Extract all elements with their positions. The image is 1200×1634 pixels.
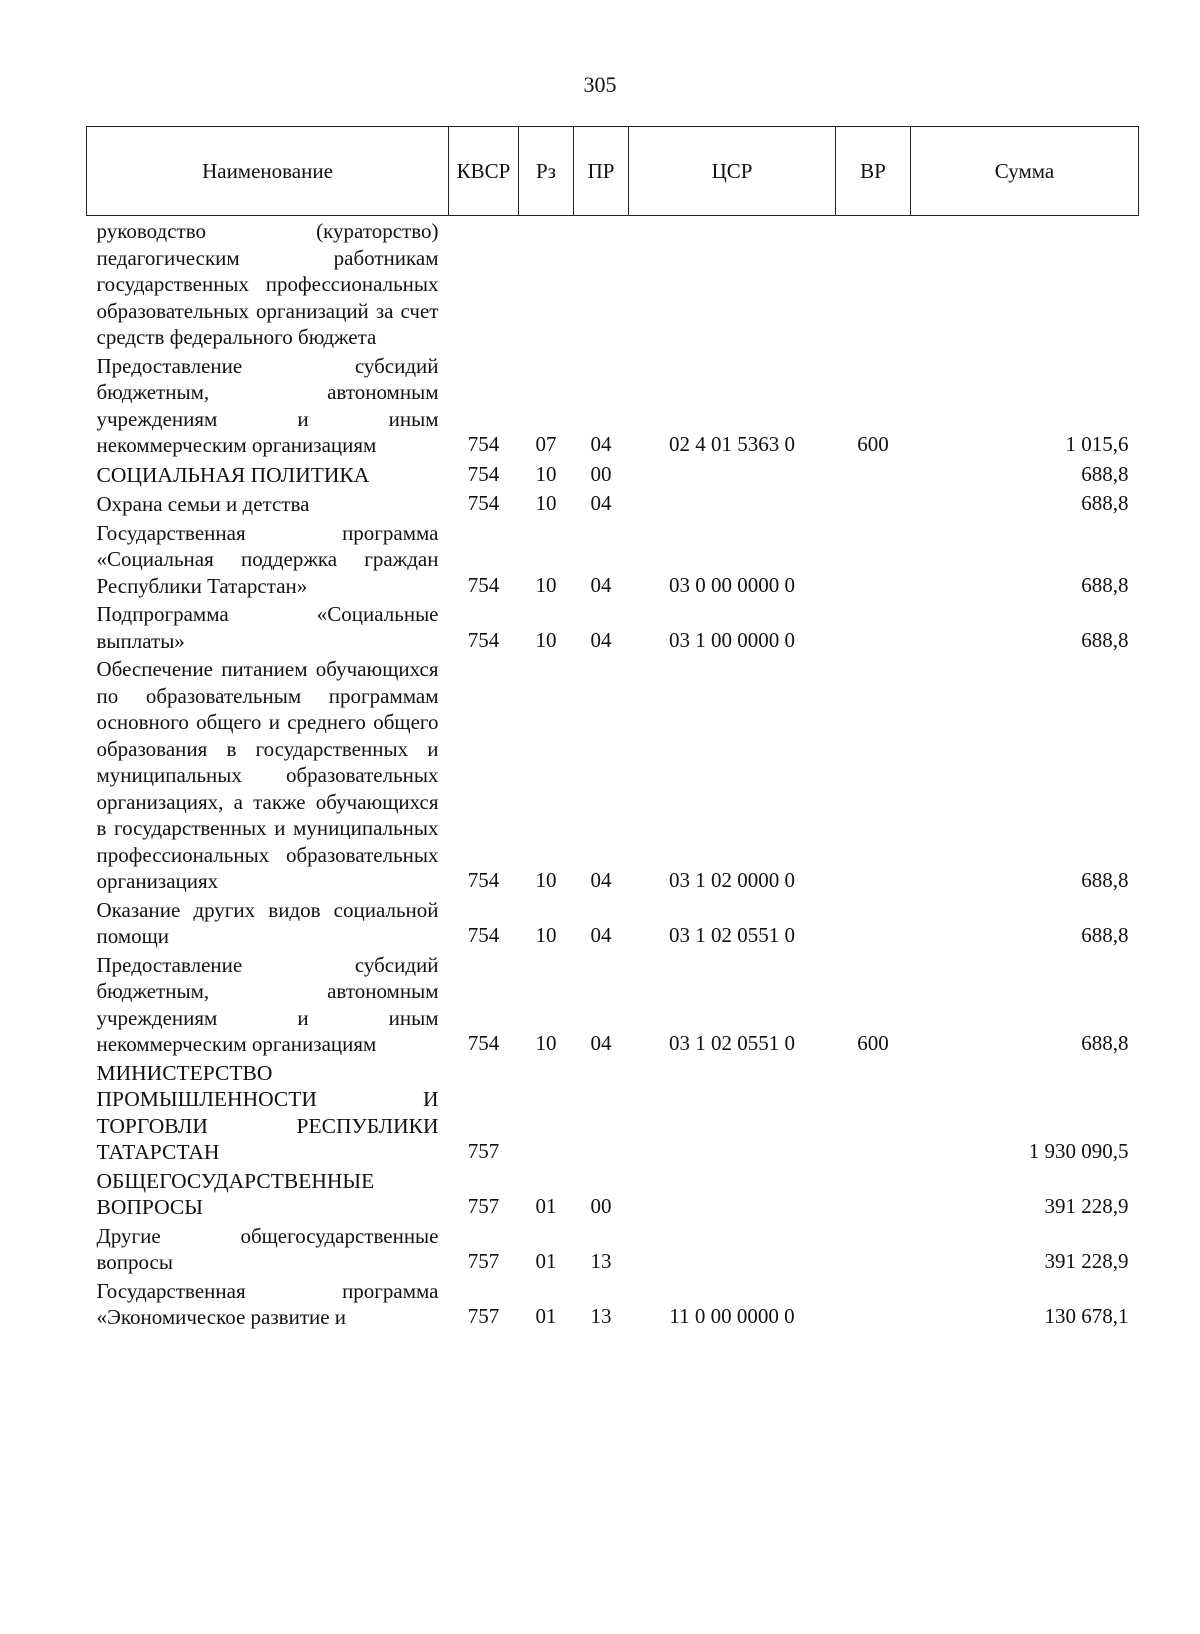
row-name: Предоставление субсидий бюджетным, автономным учреждениям и иным некоммерческим организациям [96,353,439,457]
row-pr [574,1058,629,1166]
row-sum: 688,8 [1081,923,1129,947]
row-pr: 04 [590,491,612,515]
header-rz: Рз [519,127,574,216]
row-kvsr: 757 [467,1249,500,1273]
header-csr: ЦСР [629,127,836,216]
row-vr: 600 [857,1031,889,1055]
row-sum: 391 228,9 [1044,1194,1129,1218]
header-vr: ВР [836,127,911,216]
row-rz: 10 [535,627,557,652]
table-row [87,1276,1139,1331]
row-name: МИНИСТЕРСТВО ПРОМЫШЛЕННОСТИ И ТОРГОВЛИ РЕСПУБЛИКИ ТАТАРСТАН [96,1060,439,1164]
row-vr [836,488,911,518]
row-name: Охрана семьи и детства [96,492,310,516]
row-kvsr: 754 [467,923,500,947]
row-sum: 688,8 [1081,572,1129,597]
row-sum: 1 015,6 [1065,432,1129,456]
row-name: Подпрограмма «Социальные выплаты» [96,602,439,653]
row-csr: 03 1 02 0000 0 [669,868,795,892]
row-rz [519,1058,574,1166]
row-sum: 1 930 090,5 [1028,1139,1129,1163]
row-kvsr: 754 [467,461,500,486]
row-vr [836,1058,911,1166]
row-kvsr: 757 [467,1194,500,1218]
table-row [87,599,1139,654]
row-name: Предоставление субсидий бюджетным, автономным учреждениям и иным некоммерческим организациям [96,952,439,1056]
row-pr: 04 [590,572,612,597]
row-pr: 00 [590,461,612,486]
row-rz: 10 [535,1031,557,1055]
row-kvsr [449,216,519,351]
header-sum: Сумма [911,127,1139,216]
row-pr: 04 [590,432,612,456]
table-row [87,1221,1139,1276]
row-sum: 391 228,9 [1044,1249,1129,1273]
row-vr [836,895,911,950]
row-csr [629,459,836,489]
row-kvsr: 754 [467,627,500,652]
row-vr [836,599,911,654]
row-sum: 688,8 [1081,1031,1129,1055]
header-kvsr: КВСР [449,127,519,216]
row-csr: 03 1 02 0551 0 [669,1031,795,1055]
table-row [87,895,1139,950]
table-row [87,1058,1139,1166]
row-csr [629,1221,836,1276]
row-name: Государственная программа «Социальная поддержка граждан Республики Татарстан» [96,520,439,598]
table-row [87,518,1139,600]
row-kvsr: 757 [467,1139,500,1163]
row-sum: 688,8 [1081,491,1129,515]
table-row [87,654,1139,895]
row-sum: 130 678,1 [1044,1304,1129,1328]
row-pr: 04 [590,923,612,947]
row-sum [911,216,1139,351]
row-pr: 13 [590,1249,612,1273]
row-pr [574,216,629,351]
row-vr [836,459,911,489]
row-pr: 00 [590,1194,612,1218]
row-name: Оказание других видов социальной помощи [96,897,439,948]
row-name: руководство (кураторство) педагогическим работникам государственных профессиональных образовательных организаций за счет средств федерального бюджета [96,219,439,349]
row-csr: 03 1 00 0000 0 [669,627,795,652]
row-rz: 01 [535,1194,557,1218]
table-header-row [87,127,1139,216]
row-rz [519,216,574,351]
row-csr: 03 0 00 0000 0 [669,572,795,597]
row-vr [836,1276,911,1331]
row-pr: 13 [590,1304,612,1328]
row-name: Государственная программа «Экономическое развитие и [96,1278,439,1329]
row-csr [629,488,836,518]
row-vr: 600 [857,432,889,456]
table-row [87,950,1139,1058]
table-row [87,216,1139,351]
row-csr [629,1166,836,1221]
row-name: Другие общегосударственные вопросы [96,1223,439,1274]
row-csr: 02 4 01 5363 0 [669,432,795,456]
row-pr: 04 [590,868,612,892]
row-vr [836,518,911,600]
row-sum: 688,8 [1081,868,1129,892]
row-rz: 10 [535,491,557,515]
row-csr: 03 1 02 0551 0 [669,923,795,947]
row-vr [836,654,911,895]
table-row [87,1166,1139,1221]
header-name: Наименование [87,127,449,216]
row-kvsr: 754 [467,432,500,456]
header-pr: ПР [574,127,629,216]
row-rz: 10 [535,572,557,597]
row-rz: 01 [535,1249,557,1273]
row-csr [629,216,836,351]
row-rz: 10 [535,461,557,486]
row-rz: 10 [535,868,557,892]
row-rz: 10 [535,923,557,947]
row-kvsr: 754 [467,868,500,892]
row-pr: 04 [590,627,612,652]
row-csr: 11 0 00 0000 0 [669,1304,795,1328]
table-row [87,459,1139,489]
row-sum: 688,8 [1081,461,1129,486]
row-name: ОБЩЕГОСУДАРСТВЕННЫЕ ВОПРОСЫ [96,1168,375,1219]
row-kvsr: 754 [467,572,500,597]
row-vr [836,216,911,351]
row-kvsr: 757 [467,1304,500,1328]
page-number: 305 [583,72,617,97]
row-vr [836,1221,911,1276]
row-vr [836,1166,911,1221]
row-rz: 07 [535,432,557,456]
table-row [87,351,1139,459]
row-sum: 688,8 [1081,627,1129,652]
row-csr [629,1058,836,1166]
table-row [87,488,1139,518]
row-pr: 04 [590,1031,612,1055]
row-kvsr: 754 [467,491,500,515]
row-name: Обеспечение питанием обучающихся по образовательным программам основного общего и среднего общего образования в государственных и муниципальных образовательных организациях, а также обучающихся в государственных и муниципальных профессиональных образовательных организациях [96,657,439,893]
row-name: СОЦИАЛЬНАЯ ПОЛИТИКА [96,462,370,487]
budget-table [86,126,1139,1331]
row-kvsr: 754 [467,1031,500,1055]
row-rz: 01 [535,1304,557,1328]
